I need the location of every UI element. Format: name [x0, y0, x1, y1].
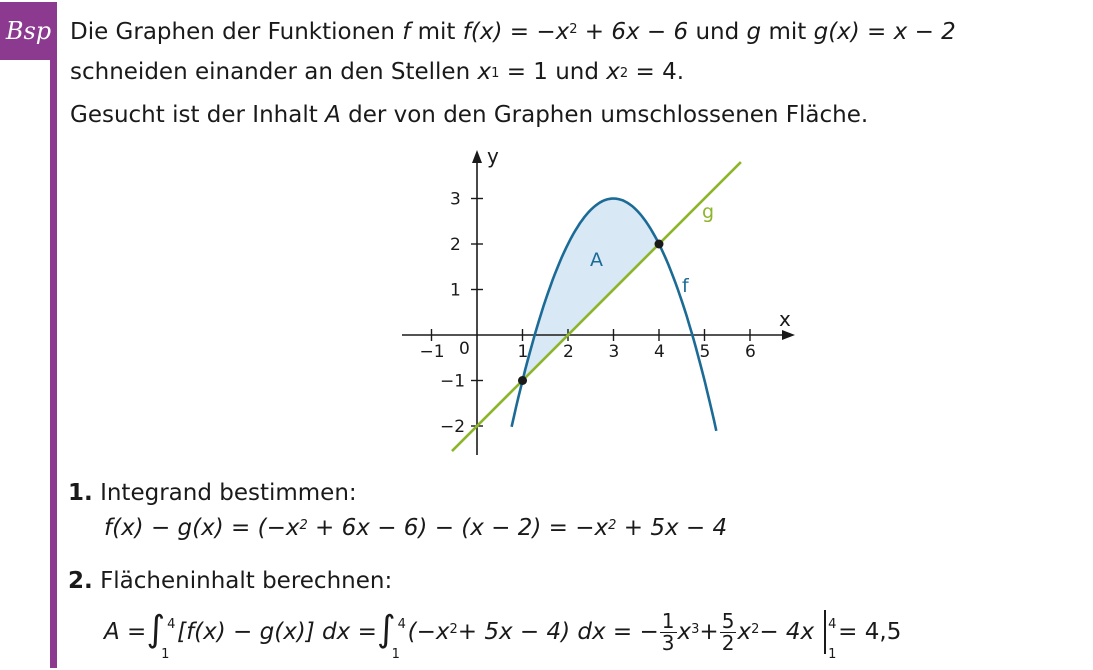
x-tick-label: 4 [654, 342, 665, 362]
step-1-title: 1. Integrand bestimmen: [68, 480, 357, 506]
enclosed-area [523, 199, 660, 381]
step-2-formula: A = ∫ 4 1 [f(x) − g(x)] dx = ∫ 4 1 (−x $^2$ + 5x − 4) dx = − $\frac{1}{3}$ x $^3$ + $\frac{5}{2}$ x $^2$ − 4x 4 1 = 4,5 [104, 608, 902, 662]
y-tick-label: −1 [440, 371, 466, 392]
x-tick-label: 2 [563, 342, 574, 362]
y-axis-label: y [487, 145, 499, 168]
integral-sign-2: ∫ [376, 609, 396, 650]
x-tick-label: 6 [745, 342, 756, 362]
y-tick-label: 2 [450, 235, 461, 255]
intersection-point-2 [655, 240, 664, 249]
intersection-point-1 [518, 376, 527, 385]
g-label: g [702, 201, 715, 223]
y-axis-arrow [472, 150, 482, 163]
example-badge: Bsp [0, 2, 57, 60]
side-rule [50, 60, 57, 668]
fraction-five-halves: $\frac{5}{2}$ [721, 608, 735, 655]
x-tick-label: −1 [419, 342, 445, 362]
integral-sign-1: ∫ [146, 609, 166, 650]
function-graph [395, 145, 805, 455]
step-2-title: 2. Flächeninhalt berechnen: [68, 568, 393, 594]
f-label: f [682, 275, 689, 297]
x-axis-arrow [782, 330, 795, 340]
step-1-formula: $f(x) - g(x) = (-x^2 + 6x - 6) - (x - 2) = -x^2 + 5x - 4$ [104, 515, 728, 541]
fraction-one-third: $\frac{1}{3}$ [661, 608, 675, 655]
f-definition: f(x) = −x [462, 19, 570, 45]
y-tick-label: 3 [450, 189, 461, 210]
y-tick-label: −2 [440, 417, 466, 437]
intro-line-3: Gesucht ist der Inhalt A der von den Graphen umschlossenen Fläche. [70, 102, 869, 128]
x-tick-label: 5 [699, 342, 711, 362]
origin-label: 0 [459, 339, 470, 359]
x-tick-label: 3 [608, 342, 620, 362]
intro-line-1: Die Graphen der Funktionen f mit $f(x) = -x^2 + 6x - 6$ und g mit g(x) = x − 2 [70, 19, 956, 45]
g-definition: g(x) = x − 2 [813, 19, 956, 45]
intro-line-2: schneiden einander an den Stellen $x_1 = 1$ und $x_2 = 4$. [70, 59, 685, 85]
area-label: A [590, 249, 603, 271]
x-axis-label: x [779, 307, 791, 331]
x-tick-label: 1 [517, 342, 529, 362]
evaluation-bar [824, 610, 826, 654]
y-tick-label: 1 [450, 280, 461, 301]
